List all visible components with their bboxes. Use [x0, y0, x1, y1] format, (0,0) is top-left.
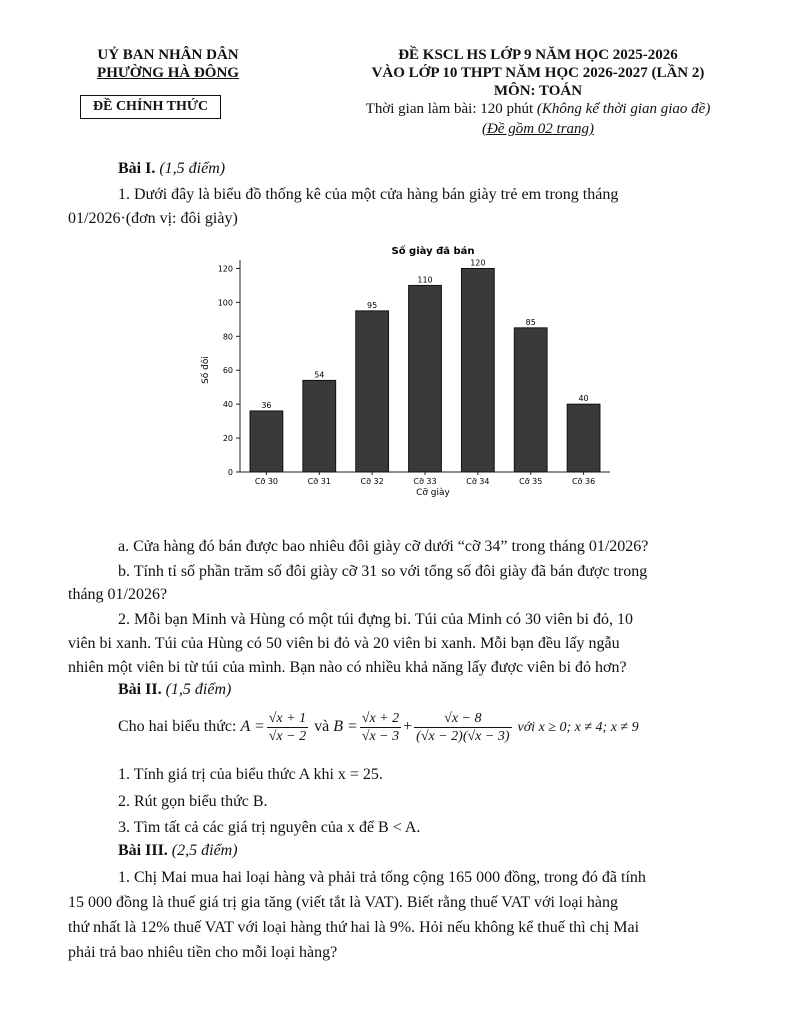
chart-x-tick-label: Cỡ 36 [571, 477, 596, 486]
bai2-q1: 1. Tính giá trị của biểu thức A khi x = 25. [118, 766, 383, 783]
chart-data-label: 95 [367, 300, 378, 310]
bar-chart [190, 240, 620, 505]
chart-bar [514, 328, 547, 472]
chart-y-tick-label: 0 [227, 468, 233, 477]
exam-title-line1: ĐỀ KSCL HS LỚP 9 NĂM HỌC 2025-2026 [398, 47, 678, 63]
chart-bar [356, 311, 389, 472]
chart-y-tick-label: 100 [217, 298, 233, 308]
issuer-line2: PHƯỜNG HÀ ĐÔNG [97, 65, 239, 81]
chart-x-tick-label: Cỡ 34 [466, 477, 490, 486]
chart-bar [567, 404, 600, 472]
chart-bar [461, 268, 494, 472]
chart-plot-area [218, 258, 610, 486]
expr-a-denominator: √x − 2 [268, 729, 307, 744]
bai1-qb-line2: tháng 01/2026? [68, 586, 168, 603]
chart-data-label: 54 [314, 370, 325, 380]
expr-a-lhs: A = [240, 718, 265, 736]
bai2-q3: 3. Tìm tất cả các giá trị nguyên của x để B < A. [118, 819, 421, 836]
expr-b-numerator1: √x + 2 [361, 711, 400, 726]
bai1-q2-line3: nhiên một viên bi từ túi của mình. Bạn nào có nhiều khả năng lấy được viên bi đỏ hơn? [68, 659, 627, 676]
expr-b-numerator2: √x − 8 [414, 710, 511, 728]
bai3-q1-line4: phải trả bao nhiêu tiền cho mỗi loại hàng? [68, 944, 338, 961]
bai2-title: Bài II. [118, 681, 162, 698]
expr-b-fraction1 [360, 710, 401, 745]
expr-b-denominator1: √x − 3 [361, 729, 400, 744]
pages-note: (Đề gồm 02 trang) [481, 121, 595, 137]
bai2-heading [118, 681, 231, 699]
bai3-points: (2,5 điểm) [171, 842, 238, 859]
chart-x-tick-label: Cỡ 31 [307, 477, 331, 486]
chart-y-tick-label: 60 [222, 366, 233, 376]
exam-title-line2: VÀO LỚP 10 THPT NĂM HỌC 2026-2027 (LẦN 2) [371, 65, 705, 81]
and-word: và [314, 718, 330, 736]
bai1-qa: a. Cửa hàng đó bán được bao nhiêu đôi giày cỡ dưới “cỡ 34” trong tháng 01/2026? [118, 538, 649, 555]
exam-title-block [318, 46, 758, 100]
chart-data-label: 40 [578, 394, 589, 404]
bai2-q2: 2. Rút gọn biểu thức B. [118, 793, 268, 810]
chart-x-tick-label: Cỡ 33 [413, 477, 437, 486]
bai1-qb-line1: b. Tính tỉ số phần trăm số đôi giày cỡ 31 so với tổng số đôi giày đã bán được trong [118, 563, 648, 580]
chart-data-label: 85 [525, 317, 536, 327]
chart-data-label: 110 [417, 275, 433, 285]
expr-b-fraction2 [414, 710, 511, 745]
chart-bar [250, 411, 283, 472]
chart-y-tick-label: 40 [222, 400, 233, 410]
chart-title: Số giày đã bán [391, 246, 475, 257]
chart-y-tick-label: 120 [217, 264, 233, 274]
chart-x-tick-label: Cỡ 35 [519, 477, 543, 486]
time-line [318, 100, 758, 118]
bai1-points: (1,5 điểm) [159, 160, 226, 177]
bai1-title: Bài I. [118, 160, 156, 177]
plus-sign: + [403, 718, 413, 736]
bai1-heading [118, 160, 225, 178]
bai2-condition: với x ≥ 0; x ≠ 4; x ≠ 9 [517, 720, 639, 736]
bai3-title: Bài III. [118, 842, 168, 859]
issuer-block [68, 46, 268, 82]
expr-b-denominator2: (√x − 2)(√x − 3) [416, 729, 510, 744]
chart-y-tick-label: 80 [222, 332, 233, 342]
chart-y-axis-label: Số đôi [201, 356, 211, 384]
chart-data-label: 36 [261, 400, 272, 410]
time-text: Thời gian làm bài: 120 phút [365, 101, 534, 117]
subject-title: MÔN: TOÁN [493, 83, 583, 99]
bai3-q1-line2: 15 000 đồng là thuế giá trị gia tăng (viết tắt là VAT). Biết rằng thuế VAT với loại hàng [68, 894, 619, 911]
bai1-q1-line1: 1. Dưới đây là biểu đồ thống kê của một cửa hàng bán giày trẻ em trong tháng [118, 186, 619, 203]
expr-a-numerator: √x + 1 [268, 711, 307, 726]
bai3-heading [118, 842, 238, 860]
bai1-q1-line2: 01/2026·(đơn vị: đôi giày) [68, 210, 238, 227]
bai3-q1-line3: thứ nhất là 12% thuế VAT với loại hàng thứ hai là 9%. Hỏi nếu không kể thuế thì chị Mai [68, 919, 640, 936]
bai2-expressions [118, 710, 639, 745]
expr-b-lhs: B = [333, 718, 358, 736]
official-label: ĐỀ CHÍNH THỨC [80, 95, 221, 119]
expr-a-fraction [267, 710, 308, 745]
bai1-q2-line2: viên bi xanh. Túi của Hùng có 50 viên bi đỏ và 20 viên bi xanh. Mỗi bạn đều lấy ngẫu [68, 635, 620, 652]
bai2-points: (1,5 điểm) [165, 681, 232, 698]
bai1-q2-line1: 2. Mỗi bạn Minh và Hùng có một túi đựng bi. Túi của Minh có 30 viên bi đỏ, 10 [118, 611, 633, 628]
chart-x-tick-label: Cỡ 30 [254, 477, 279, 486]
time-note: (Không kể thời gian giao đề) [536, 101, 711, 117]
chart-y-tick-label: 20 [222, 434, 233, 444]
bai3-q1-line1: 1. Chị Mai mua hai loại hàng và phải trả tổng cộng 165 000 đồng, trong đó đã tính [118, 869, 646, 886]
chart-bar [409, 285, 442, 472]
bai2-intro: Cho hai biểu thức: [118, 718, 237, 736]
chart-data-label: 120 [470, 258, 486, 268]
chart-x-axis-label: Cỡ giày [416, 488, 450, 498]
chart-x-tick-label: Cỡ 32 [360, 477, 384, 486]
issuer-line1: UỶ BAN NHÂN DÂN [97, 47, 239, 63]
chart-bar [303, 380, 336, 472]
